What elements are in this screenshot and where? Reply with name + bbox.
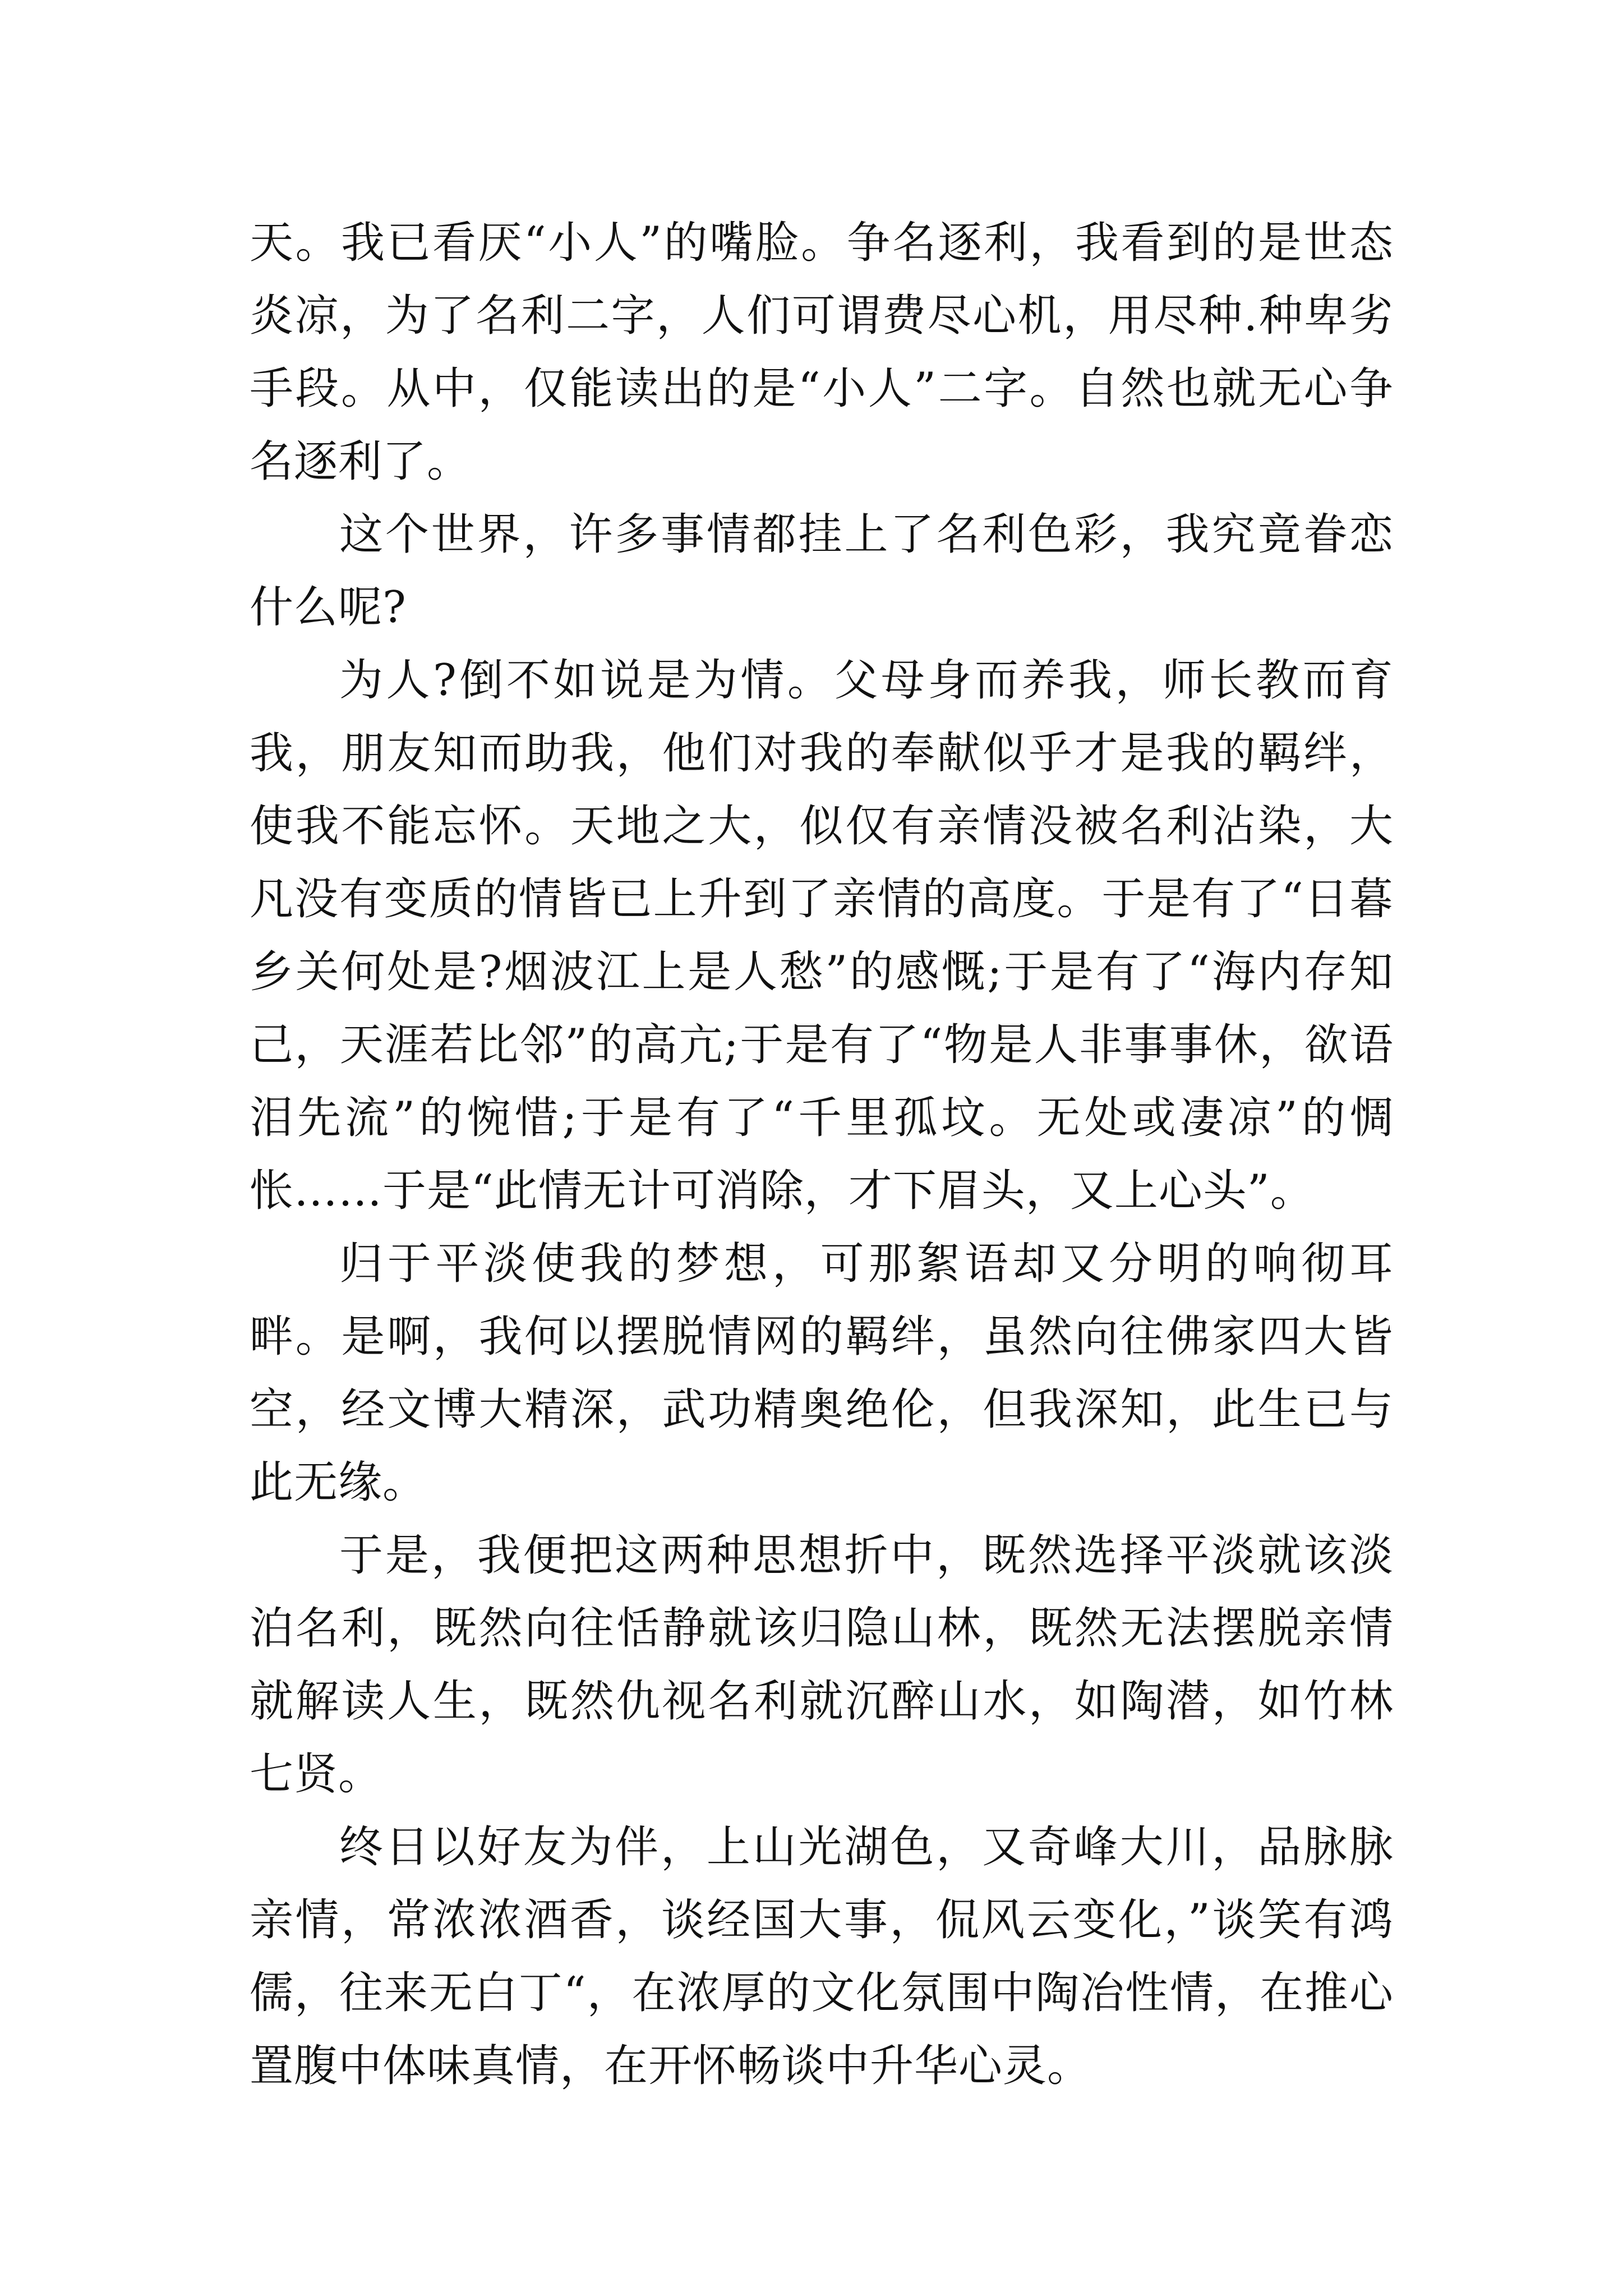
paragraph-3: 为人?倒不如说是为情。父母身而养我，师长教而育我，朋友知而助我，他们对我的奉献似乎才是我的羁绊，使我不能忘怀。天地之大，似仅有亲情没被名利沾染，大凡没有变质的情皆已上升到了亲情的高度。于是有了“日暮乡关何处是?烟波江上是人愁”的感慨;于是有了“海内存知己，天涯若比邻”的高亢;于是有了“物是人非事事休，欲语泪先流”的惋惜;于是有了“千里孤坟。无处或凄凉”的惆怅……于是“此情无计可消除，才下眉头，又上心头”。 bbox=[250, 655, 1394, 1216]
paragraph-1: 天。我已看厌“小人”的嘴脸。争名逐利，我看到的是世态炎凉，为了名利二字，人们可谓费尽心机，用尽种.种卑劣手段。从中，仅能读出的是“小人”二字。自然也就无心争名逐利了。 bbox=[250, 218, 1394, 487]
paragraph-4: 归于平淡使我的梦想，可那絮语却又分明的响彻耳畔。是啊，我何以摆脱情网的羁绊，虽然向往佛家四大皆空，经文博大精深，武功精奥绝伦，但我深知，此生已与此无缘。 bbox=[250, 1239, 1394, 1508]
paragraph-2: 这个世界，许多事情都挂上了名利色彩，我究竟眷恋什么呢? bbox=[250, 509, 1394, 633]
paragraph-5: 于是，我便把这两种思想折中，既然选择平淡就该淡泊名利，既然向往恬静就该归隐山林，既然无法摆脱亲情就解读人生，既然仇视名利就沉醉山水，如陶潜，如竹林七贤。 bbox=[250, 1530, 1394, 1800]
paragraph-6: 终日以好友为伴，上山光湖色，又奇峰大川，品脉脉亲情，常浓浓酒香，谈经国大事，侃风云变化，”谈笑有鸿儒，往来无白丁“，在浓厚的文化氛围中陶冶性情，在推心置腹中体味真情，在开怀畅谈中升华心灵。 bbox=[250, 1822, 1394, 2091]
document-body bbox=[250, 206, 1394, 2102]
